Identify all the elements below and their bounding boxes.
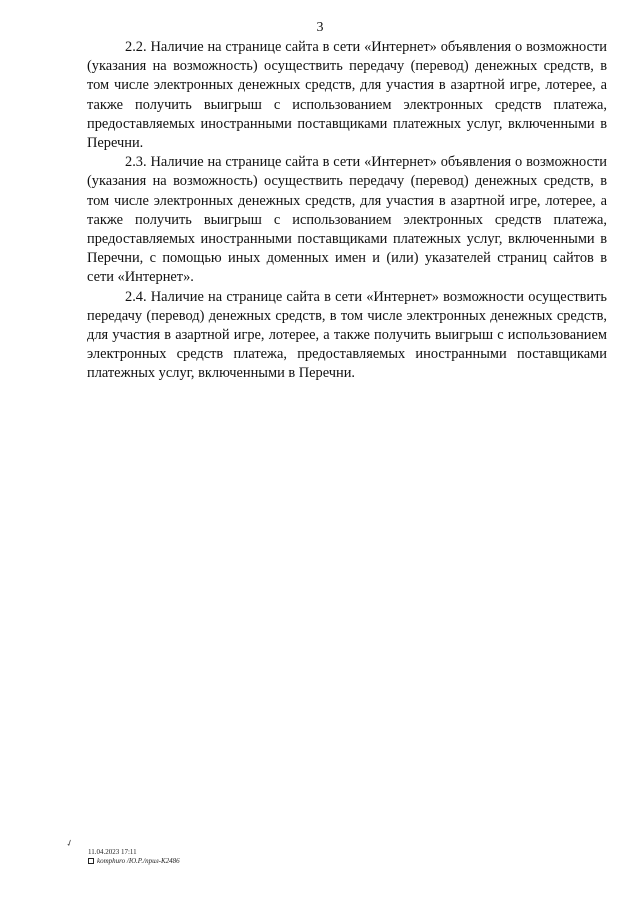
footer-file-line: [88, 857, 180, 866]
document-footer: [88, 848, 180, 866]
footer-path: komphuro /Ю.Р./прил-К2486: [97, 857, 180, 865]
page-number: 3: [316, 20, 324, 35]
scan-mark: ✓: [64, 837, 75, 850]
paragraph-2-2: 2.2. Наличие на странице сайта в сети «Интернет» объявления о возможности (указания на возможность) осуществить передачу (перевод) денежных средств, в том числе электронных денежных средств, для участия в азартной игре, лотерее, а также получить выигрыш с использованием электронных средств платежа, предоставляемых иностранными поставщиками платежных услуг, включенными в Перечни.: [87, 39, 607, 152]
paragraph-2-3: 2.3. Наличие на странице сайта в сети «Интернет» объявления о возможности (указания на возможность) осуществить передачу (перевод) денежных средств, в том числе электронных денежных средств, для участия в азартной игре, лотерее, а также получить выигрыш с использованием электронных средств платежа, предоставляемых иностранными поставщиками платежных услуг, включенными в Перечни, с помощью иных доменных имен и (или) указателей страниц сайтов в сети «Интернет».: [87, 154, 607, 286]
document-body: [87, 38, 607, 384]
paragraph-2-4: 2.4. Наличие на странице сайта в сети «Интернет» возможности осуществить передачу (перевод) денежных средств, в том числе электронных денежных средств, для участия в азартной игре, лотерее, а также получить выигрыш с использованием электронных средств платежа, предоставляемых иностранными поставщиками платежных услуг, включенными в Перечни.: [87, 288, 607, 382]
footer-datetime: 11.04.2023 17:11: [88, 848, 137, 856]
file-icon: [88, 858, 94, 864]
